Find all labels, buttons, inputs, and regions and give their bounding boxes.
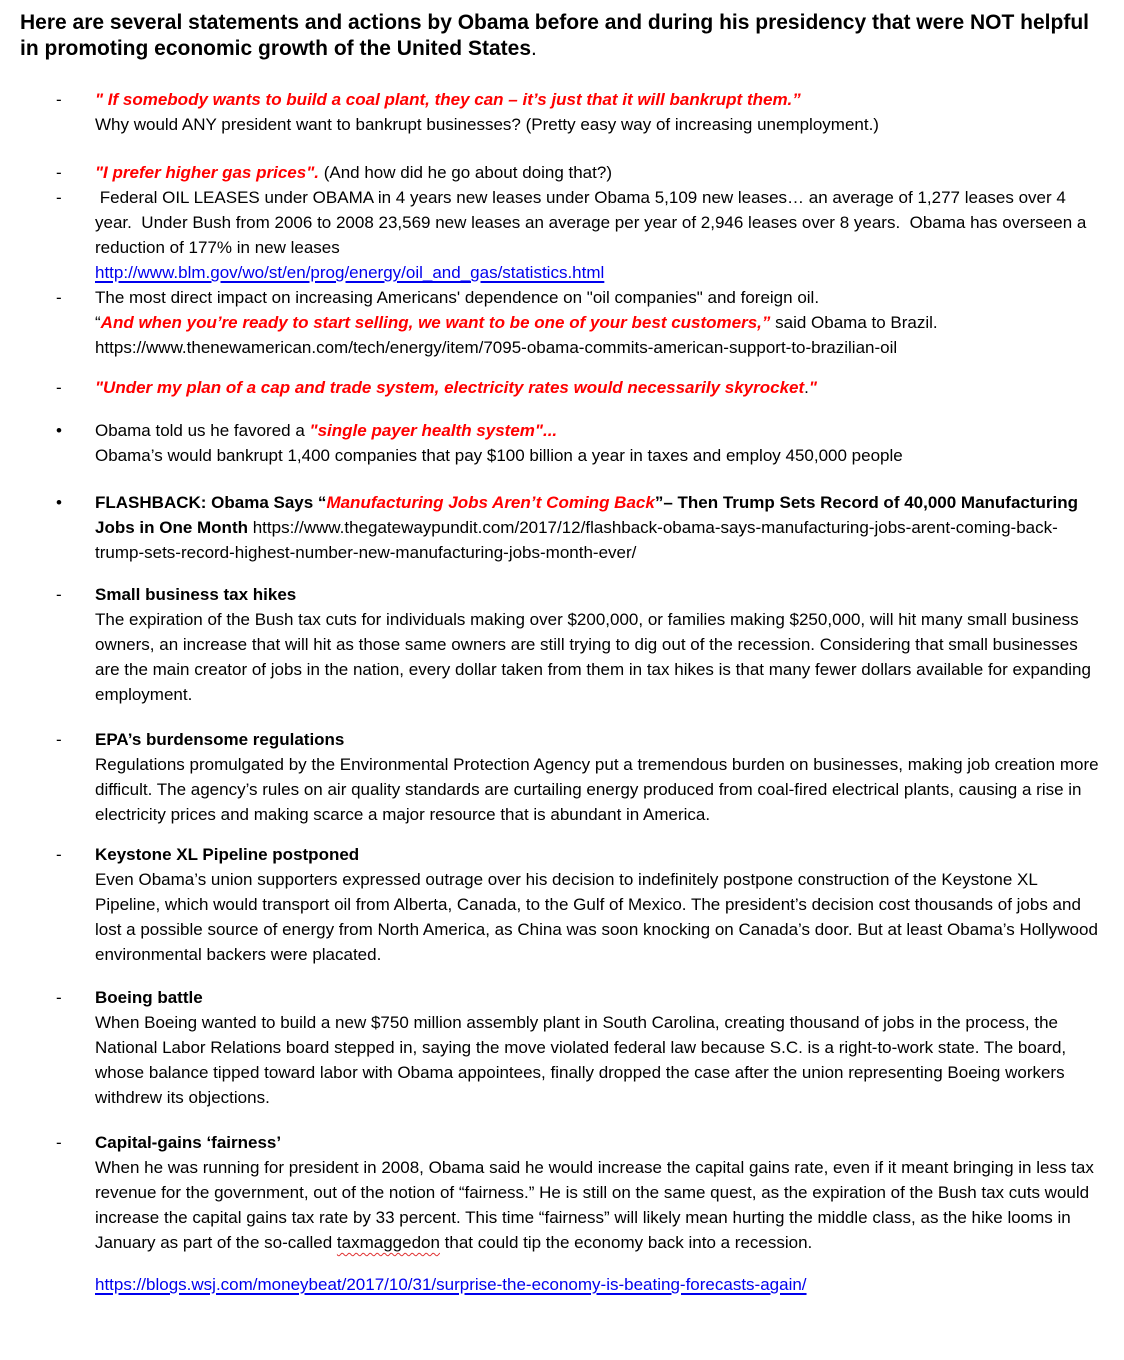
text-run: EPA’s burdensome regulations <box>95 730 345 749</box>
text-run: "Under my plan of a cap and trade system, electricity rates would necessarily skyrocket <box>95 378 805 397</box>
text-run: " <box>808 378 817 397</box>
dash-marker: - <box>56 288 62 307</box>
list-item <box>0 87 1124 137</box>
paragraph <box>95 443 1106 468</box>
text-run: The expiration of the Bush tax cuts for individuals making over $200,000, or families making $250,000, will hit many small business owners, an increase that will hit as those same owners are still trying to dig out of the recession. Considering that small businesses are the main creator of jobs in the nation, every dollar taken from them in tax hikes is that many fewer dollars available for expanding employment. <box>95 610 1096 704</box>
list-item <box>0 842 1124 967</box>
list-item <box>0 375 1124 400</box>
list-item <box>0 727 1124 827</box>
dash-marker: - <box>56 188 62 207</box>
text-run: "I prefer higher gas prices". <box>95 163 319 182</box>
text-run: https://www.thenewamerican.com/tech/energy/item/7095-obama-commits-american-support-to-brazilian-oil <box>95 338 898 357</box>
bullet-dot-marker: • <box>56 493 62 512</box>
list-item <box>0 285 1124 360</box>
text-run: (And how did he go about doing that?) <box>318 163 612 182</box>
paragraph <box>95 285 1106 310</box>
paragraph <box>95 310 1106 335</box>
text-run: When he was running for president in 2008, Obama said he would increase the capital gains rate, even if it meant bringing in less tax revenue for the government, out of the notion of “fairness.” He is still on the same quest, as the expiration of the Bush tax cuts would increase the capital gains tax rate by 33 percent. This time “fairness” will likely mean hurting the middle class, as the hike looms in January as part of the so-called <box>95 1158 1099 1252</box>
paragraph <box>95 112 1106 137</box>
text-run: taxmaggedon <box>336 1233 440 1252</box>
hyperlink[interactable]: http://www.blm.gov/wo/st/en/prog/energy/oil_and_gas/statistics.html <box>95 263 605 282</box>
list-item <box>0 985 1124 1110</box>
text-run: “ <box>95 313 101 332</box>
dash-marker: - <box>56 585 62 604</box>
paragraph <box>95 1130 1106 1155</box>
text-run: And when you’re ready to start selling, we want to be one of your best customers,” <box>100 313 771 332</box>
text-run: . <box>804 378 809 397</box>
paragraph <box>95 867 1106 967</box>
page-title <box>20 10 1106 62</box>
text-run: Obama’s would bankrupt 1,400 companies that pay $100 billion a year in taxes and employ 450,000 people <box>95 446 903 465</box>
list-item <box>0 160 1124 185</box>
text-run: Small business tax hikes <box>95 585 297 604</box>
text-run: https://www.thegatewaypundit.com/2017/12/flashback-obama-says-manufacturing-jobs-arent-coming-back-trump-sets-record-highest-number-new-manufacturing-jobs-month-ever/ <box>95 518 1058 562</box>
paragraph <box>95 335 1106 360</box>
dash-marker: - <box>56 988 62 1007</box>
list-item <box>0 490 1124 565</box>
paragraph <box>95 490 1106 565</box>
paragraph <box>95 752 1106 827</box>
paragraph <box>95 375 1106 400</box>
list-item <box>0 185 1124 285</box>
text-run: Manufacturing Jobs Aren’t Coming Back <box>326 493 655 512</box>
dash-marker: - <box>56 1133 62 1152</box>
dash-marker: - <box>56 845 62 864</box>
text-run: Why would ANY president want to bankrupt businesses? (Pretty easy way of increasing unemployment.) <box>95 115 879 134</box>
text-run: FLASHBACK: Obama Says “ <box>95 493 327 512</box>
text-run: Federal OIL LEASES under OBAMA in 4 years new leases under Obama 5,109 new leases… an average of 1,277 leases over 4 year. Under Bush from 2006 to 2008 23,569 new leases an average per year of 2,946 leases over 8 years. Obama has overseen a reduction of 177% in new leases <box>95 188 1092 257</box>
paragraph <box>95 842 1106 867</box>
hyperlink[interactable]: https://blogs.wsj.com/moneybeat/2017/10/31/surprise-the-economy-is-beating-forecasts-again/ <box>95 1275 807 1294</box>
text-run: "single payer health system"... <box>309 421 558 440</box>
paragraph <box>95 160 1106 185</box>
text-run: Keystone XL Pipeline postponed <box>95 845 360 864</box>
dash-marker: - <box>56 163 62 182</box>
text-run: that could tip the economy back into a recession. <box>439 1233 813 1252</box>
statement-list <box>0 87 1124 1297</box>
list-item <box>0 418 1124 468</box>
text-run: said Obama to Brazil. <box>770 313 938 332</box>
paragraph <box>95 418 1106 443</box>
text-run: ”– Then Trump Sets Record of 40,000 Manufacturing Jobs in One Month <box>95 493 1083 537</box>
paragraph <box>95 1155 1106 1255</box>
text-run: Even Obama’s union supporters expressed outrage over his decision to indefinitely postpone construction of the Keystone XL Pipeline, which would transport oil from Alberta, Canada, to the Gulf of Mexico. The president’s decision cost thousands of jobs and lost a possible source of energy from North America, as China was soon knocking on Canada’s door. But at least Obama’s Hollywood environmental backers were placated. <box>95 870 1103 964</box>
list-item <box>0 1130 1124 1255</box>
dash-marker: - <box>56 90 62 109</box>
text-run: Regulations promulgated by the Environmental Protection Agency put a tremendous burden on businesses, making job creation more difficult. The agency’s rules on air quality standards are curtailing energy produced from coal-fired electrical plants, causing a rise in electricity prices and making scarce a major resource that is abundant in America. <box>95 755 1104 824</box>
dash-marker: - <box>56 378 62 397</box>
paragraph <box>95 1010 1106 1110</box>
paragraph <box>95 607 1106 707</box>
paragraph <box>95 985 1106 1010</box>
page-title-text: Here are several statements and actions by Obama before and during his presidency that were NOT helpful in promoting economic growth of the United States <box>20 11 1089 60</box>
paragraph <box>95 727 1106 752</box>
page-title-period: . <box>531 37 537 60</box>
paragraph <box>95 1272 1106 1297</box>
list-item <box>0 1272 1124 1297</box>
text-run: Capital-gains ‘fairness’ <box>95 1133 282 1152</box>
paragraph <box>95 260 1106 285</box>
list-item <box>0 582 1124 707</box>
bullet-dot-marker: • <box>56 421 62 440</box>
paragraph <box>95 185 1106 260</box>
dash-marker: - <box>56 730 62 749</box>
text-run: The most direct impact on increasing Americans' dependence on "oil companies" and foreign oil. <box>95 288 820 307</box>
paragraph <box>95 87 1106 112</box>
text-run: " If somebody wants to build a coal plant, they can – it’s just that it will bankrupt them.” <box>95 90 801 109</box>
text-run: When Boeing wanted to build a new $750 million assembly plant in South Carolina, creating thousand of jobs in the process, the National Labor Relations board stepped in, saying the move violated federal law because S.C. is a right-to-work state. The board, whose balance tipped toward labor with Obama appointees, finally dropped the case after the union representing Boeing workers withdrew its objections. <box>95 1013 1071 1107</box>
paragraph <box>95 582 1106 607</box>
text-run: Obama told us he favored a <box>95 421 310 440</box>
text-run: Boeing battle <box>95 988 203 1007</box>
